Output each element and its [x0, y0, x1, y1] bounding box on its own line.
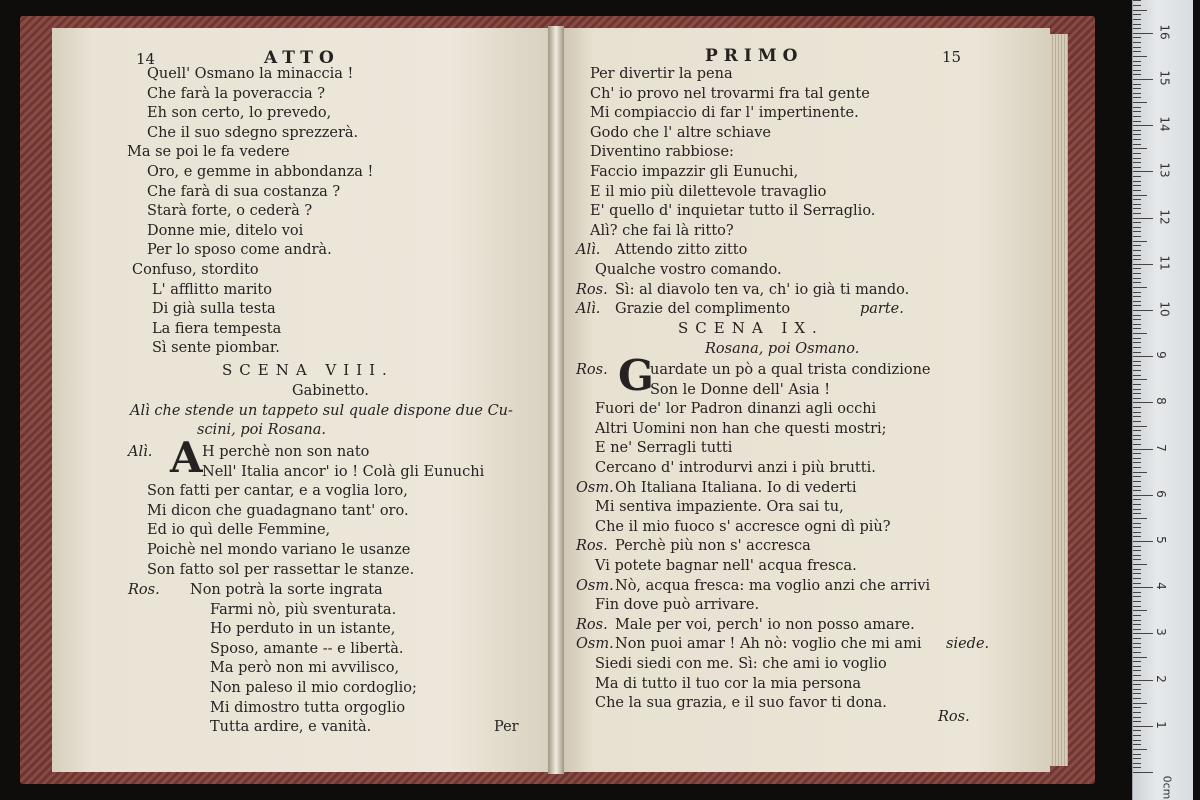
ruler-tick	[1133, 352, 1141, 353]
verse-line: E ne' Serragli tutti	[595, 440, 733, 457]
verse-line: Perchè più non s' accresca	[615, 538, 811, 555]
ruler-tick	[1133, 735, 1141, 736]
speaker-label: Ros.	[576, 538, 608, 555]
scene-setting: Gabinetto.	[292, 383, 369, 399]
ruler-tick	[1133, 347, 1141, 348]
ruler-tick	[1133, 338, 1141, 339]
verse-line: Poichè nel mondo variano le usanze	[147, 542, 411, 558]
verse-line: Donne mie, ditelo voi	[147, 222, 304, 239]
ruler-tick	[1133, 153, 1141, 154]
drop-cap: G	[618, 351, 654, 400]
stage-direction: scini, poi Rosana.	[197, 422, 326, 438]
ruler-tick	[1133, 176, 1141, 177]
ruler-tick	[1133, 666, 1141, 667]
verse-line: Eh son certo, lo prevedo,	[147, 105, 332, 122]
catchword: Ros.	[938, 709, 970, 725]
ruler-tick	[1133, 587, 1153, 588]
ruler-number: 13	[1157, 162, 1172, 179]
ruler-tick	[1133, 453, 1141, 454]
left-page	[52, 28, 552, 772]
ruler-tick	[1133, 185, 1141, 186]
ruler-tick	[1133, 324, 1141, 325]
verse-line: Sì: al diavolo ten va, ch' io già ti mando.	[615, 281, 910, 298]
ruler-tick	[1133, 268, 1141, 269]
ruler-tick	[1133, 578, 1141, 579]
ruler-tick	[1133, 310, 1153, 311]
verse-line: Nell' Italia ancor' io ! Colà gli Eunuchi	[202, 463, 485, 480]
ruler-number: 6	[1153, 489, 1168, 498]
verse-line: Che farà la poveraccia ?	[147, 85, 325, 102]
ruler-tick	[1133, 361, 1141, 362]
ruler-tick	[1133, 684, 1141, 685]
ruler-tick	[1133, 264, 1153, 265]
page-number: 14	[136, 50, 156, 68]
verse-line: Attendo zitto zitto	[615, 242, 748, 259]
page-edges	[1050, 34, 1068, 766]
verse-line: Oh Italiana Italiana. Io di vederti	[615, 479, 857, 496]
verse-line: Oro, e gemme in abbondanza !	[147, 164, 374, 180]
ruler-tick	[1133, 218, 1153, 219]
drop-cap: A	[170, 433, 203, 482]
ruler-number: 8	[1153, 397, 1168, 406]
ruler-tick	[1133, 652, 1141, 653]
ruler-tick	[1133, 356, 1153, 357]
ruler-tick	[1133, 70, 1141, 71]
ruler-tick	[1133, 499, 1141, 500]
ruler-tick	[1133, 620, 1141, 621]
ruler-tick	[1133, 606, 1141, 607]
speaker-label: Osm.	[576, 577, 614, 594]
verse-line: Non paleso il mio cordoglio;	[210, 680, 417, 696]
ruler-tick	[1133, 633, 1153, 634]
ruler-tick	[1133, 365, 1141, 366]
stage-direction: siede.	[946, 636, 990, 653]
ruler-tick	[1133, 693, 1141, 694]
ruler-tick	[1133, 772, 1153, 773]
ruler-tick	[1133, 208, 1141, 209]
ruler-tick	[1133, 559, 1141, 560]
ruler-tick	[1133, 204, 1141, 205]
ruler-tick	[1133, 250, 1141, 251]
ruler-tick	[1133, 629, 1141, 630]
ruler-tick	[1133, 439, 1141, 440]
ruler-tick	[1133, 726, 1153, 727]
ruler-tick	[1133, 472, 1147, 473]
verse-line: Altri Uomini non han che questi mostri;	[595, 420, 887, 437]
verse-line: Tutta ardire, e vanità.	[210, 719, 372, 736]
verse-line: Nò, acqua fresca: ma voglio anzi che arrivi	[615, 577, 931, 594]
ruler-tick	[1133, 319, 1141, 320]
ruler-tick	[1133, 88, 1141, 89]
ruler-tick	[1133, 744, 1141, 745]
verse-line: E il mio più dilettevole travaglio	[590, 183, 827, 200]
ruler-tick	[1133, 139, 1141, 140]
ruler-tick	[1133, 532, 1141, 533]
ruler-tick	[1133, 462, 1141, 463]
ruler-tick	[1133, 93, 1141, 94]
ruler-tick	[1133, 5, 1141, 6]
ruler-tick	[1133, 171, 1153, 172]
speaker-label: Osm.	[576, 479, 614, 496]
ruler-tick	[1133, 758, 1141, 759]
verse-line: Qualche vostro comando.	[595, 262, 782, 278]
ruler-tick	[1133, 282, 1141, 283]
verse-line: Che il mio fuoco s' accresce ogni dì più?	[595, 518, 891, 535]
running-head: PRIMO	[705, 46, 804, 66]
ruler-tick	[1133, 14, 1141, 15]
ruler-tick	[1133, 273, 1141, 274]
ruler-tick	[1133, 102, 1147, 103]
verse-line: Mi dimostro tutta orgoglio	[210, 699, 406, 716]
ruler-tick	[1133, 33, 1153, 34]
verse-line: Per lo sposo come andrà.	[147, 242, 332, 259]
ruler-number: 14	[1157, 116, 1172, 132]
ruler-tick	[1133, 24, 1141, 25]
ruler-tick	[1133, 416, 1141, 417]
verse-line: Per divertir la pena	[590, 66, 733, 82]
ruler-tick	[1133, 536, 1141, 537]
ruler-tick	[1133, 42, 1141, 43]
verse-line: Sposo, amante -- e libertà.	[210, 640, 404, 657]
ruler-tick	[1133, 675, 1141, 676]
ruler-tick	[1133, 601, 1141, 602]
ruler-tick	[1133, 379, 1147, 380]
ruler-number: 12	[1157, 208, 1172, 225]
right-page	[560, 28, 1050, 772]
ruler-tick	[1133, 56, 1147, 57]
ruler-tick	[1133, 328, 1141, 329]
ruler-tick	[1133, 689, 1141, 690]
ruler-tick	[1133, 305, 1141, 306]
ruler-number: 7	[1153, 443, 1168, 452]
verse-line: Che il suo sdegno sprezzerà.	[147, 124, 359, 141]
ruler-tick	[1133, 555, 1141, 556]
ruler-tick	[1133, 670, 1141, 671]
catchword: Per	[494, 719, 519, 735]
ruler-tick	[1133, 592, 1141, 593]
verse-line: Grazie del complimento	[615, 301, 791, 318]
ruler-tick	[1133, 647, 1141, 648]
ruler-tick	[1133, 342, 1141, 343]
ruler-tick	[1133, 10, 1147, 11]
ruler-tick	[1133, 707, 1141, 708]
ruler-tick	[1133, 195, 1147, 196]
speaker-label: Osm.	[576, 636, 614, 653]
speaker-label: Ros.	[576, 616, 608, 633]
ruler-tick	[1133, 111, 1141, 112]
verse-line: Male per voi, perch' io non posso amare.	[615, 616, 915, 633]
verse-line: Fin dove può arrivare.	[595, 597, 760, 614]
ruler-tick	[1133, 712, 1141, 713]
ruler-tick	[1133, 717, 1141, 718]
verse-line: Fuori de' lor Padron dinanzi agli occhi	[595, 401, 877, 418]
ruler-tick	[1133, 375, 1141, 376]
ruler-tick	[1133, 231, 1141, 232]
ruler-tick	[1133, 643, 1141, 644]
ruler-number: 9	[1153, 351, 1168, 360]
book-gutter	[548, 26, 564, 774]
ruler-tick	[1133, 107, 1141, 108]
ruler-tick	[1133, 65, 1141, 66]
verse-line: Mi compiaccio di far l' impertinente.	[590, 105, 859, 122]
ruler-tick	[1133, 393, 1141, 394]
ruler-tick	[1133, 610, 1147, 611]
verse-line: Quell' Osmano la minaccia !	[147, 66, 354, 82]
ruler-tick	[1133, 116, 1141, 117]
ruler-tick	[1133, 79, 1153, 80]
ruler-tick	[1133, 61, 1141, 62]
ruler-tick	[1133, 148, 1147, 149]
ruler-tick	[1133, 583, 1141, 584]
ruler-tick	[1133, 730, 1141, 731]
verse-line: uardate un pò a qual trista condizione	[650, 362, 931, 378]
ruler-tick	[1133, 241, 1147, 242]
verse-line: Mi sentiva impaziente. Ora sai tu,	[595, 499, 844, 516]
ruler-tick	[1133, 767, 1141, 768]
ruler-tick	[1133, 486, 1141, 487]
ruler-tick	[1133, 190, 1141, 191]
verse-line: Alì? che fai là ritto?	[590, 222, 734, 239]
ruler-tick	[1133, 407, 1141, 408]
verse-line: Faccio impazzir gli Eunuchi,	[590, 164, 799, 180]
ruler-tick	[1133, 624, 1141, 625]
ruler-number: 16	[1157, 24, 1172, 40]
ruler-tick	[1133, 37, 1141, 38]
ruler-tick	[1133, 550, 1141, 551]
ruler-tick	[1133, 144, 1141, 145]
verse-line: Che la sua grazia, e il suo favor ti dona.	[595, 695, 887, 712]
ruler-tick	[1133, 661, 1141, 662]
ruler-tick	[1133, 458, 1141, 459]
ruler-tick	[1133, 301, 1141, 302]
ruler-tick	[1133, 292, 1141, 293]
ruler-number: 5	[1153, 536, 1168, 544]
scene-heading: SCENA IX.	[678, 319, 824, 337]
ruler-tick	[1133, 763, 1141, 764]
ruler-tick	[1133, 703, 1147, 704]
ruler-tick	[1133, 481, 1141, 482]
verse-line: L' afflitto marito	[152, 281, 272, 298]
verse-line: Godo che l' altre schiave	[590, 124, 772, 141]
verse-line: Son fatto sol per rassettar le stanze.	[147, 561, 415, 578]
ruler-tick	[1133, 523, 1141, 524]
ruler-tick	[1133, 134, 1141, 135]
verse-line: Diventino rabbiose:	[590, 144, 734, 161]
ruler-tick	[1133, 754, 1141, 755]
ruler-tick	[1133, 84, 1141, 85]
verse-line: Son fatti per cantar, e a voglia loro,	[147, 483, 408, 500]
ruler-tick	[1133, 430, 1141, 431]
ruler-tick	[1133, 296, 1141, 297]
ruler-tick	[1133, 721, 1141, 722]
ruler-tick	[1133, 698, 1141, 699]
speaker-label: Ros.	[576, 281, 608, 298]
verse-line: E' quello d' inquietar tutto il Serraglio.	[590, 203, 876, 220]
ruler-tick	[1133, 287, 1147, 288]
ruler-tick	[1133, 51, 1141, 52]
speaker-label: Alì.	[128, 444, 153, 460]
page-number: 15	[942, 48, 962, 66]
verse-line: Non puoi amar ! Ah nò: voglio che mi ami	[615, 636, 922, 653]
speaker-label: Alì.	[576, 242, 601, 259]
ruler-tick	[1133, 421, 1141, 422]
ruler-tick	[1133, 657, 1147, 658]
verse-line: Farmi nò, più sventurata.	[210, 601, 397, 618]
ruler-number: 11	[1157, 255, 1172, 271]
ruler-tick	[1133, 245, 1141, 246]
ruler-tick	[1133, 255, 1141, 256]
verse-line: Vi potete bagnar nell' acqua fresca.	[595, 558, 857, 574]
ruler-tick	[1133, 278, 1141, 279]
cast-line: Rosana, poi Osmano.	[705, 341, 860, 357]
ruler-tick	[1133, 333, 1147, 334]
ruler-tick	[1133, 435, 1141, 436]
ruler-tick	[1133, 518, 1147, 519]
ruler-tick	[1133, 490, 1141, 491]
verse-line: Ed io quì delle Femmine,	[147, 522, 331, 539]
verse-line: H perchè non son nato	[202, 444, 370, 460]
ruler-number: 4	[1153, 582, 1168, 591]
ruler-tick	[1133, 222, 1141, 223]
ruler-tick	[1133, 97, 1141, 98]
ruler-tick	[1133, 615, 1141, 616]
verse-line: Di già sulla testa	[152, 301, 276, 318]
ruler-tick	[1133, 389, 1141, 390]
ruler-tick	[1133, 504, 1141, 505]
speaker-label: Ros.	[128, 582, 160, 598]
ruler-tick	[1133, 28, 1141, 29]
verse-line: Ho perduto in un istante,	[210, 621, 396, 638]
ruler-tick	[1133, 199, 1141, 200]
scene-heading: SCENA VIII.	[222, 361, 394, 379]
ruler-number: 2	[1153, 674, 1168, 683]
ruler-tick	[1133, 125, 1153, 126]
verse-line: Son le Donne dell' Asia !	[650, 381, 831, 398]
ruler-number: 3	[1153, 628, 1168, 637]
ruler-tick	[1133, 236, 1141, 237]
ruler-number: 1	[1153, 720, 1168, 729]
ruler-tick	[1133, 573, 1141, 574]
ruler-tick	[1133, 167, 1141, 168]
ruler-tick	[1133, 259, 1141, 260]
ruler-tick	[1133, 121, 1141, 122]
verse-line: Ma di tutto il tuo cor la mia persona	[595, 675, 862, 692]
ruler-tick	[1133, 130, 1141, 131]
ruler-tick	[1133, 315, 1141, 316]
verse-line: Che farà di sua costanza ?	[147, 183, 341, 200]
ruler-tick	[1133, 412, 1141, 413]
ruler-tick	[1133, 444, 1141, 445]
ruler-tick	[1133, 740, 1141, 741]
running-head: ATTO	[264, 48, 340, 68]
ruler-number: 10	[1157, 301, 1172, 317]
verse-line: Siedi siedi con me. Sì: che ami io voglio	[595, 656, 887, 672]
speaker-label: Alì.	[576, 301, 601, 318]
verse-line: Ma se poi le fa vedere	[127, 144, 290, 161]
verse-line: Mi dicon che guadagnano tant' oro.	[147, 502, 409, 519]
ruler-tick	[1133, 398, 1141, 399]
ruler-tick	[1133, 0, 1141, 1]
ruler-tick	[1133, 426, 1147, 427]
ruler-tick	[1133, 467, 1141, 468]
verse-line: Sì sente piombar.	[152, 340, 280, 357]
ruler-tick	[1133, 546, 1141, 547]
ruler-unit-label: 0cm	[1160, 775, 1174, 800]
ruler-tick	[1133, 162, 1141, 163]
stage-direction: parte.	[860, 301, 904, 318]
verse-line: La fiera tempesta	[152, 320, 282, 337]
ruler-tick	[1133, 227, 1141, 228]
ruler-tick	[1133, 213, 1141, 214]
speaker-label: Ros.	[576, 362, 608, 378]
verse-line: Non potrà la sorte ingrata	[190, 582, 383, 598]
ruler-tick	[1133, 495, 1153, 496]
ruler-tick	[1133, 402, 1153, 403]
ruler-tick	[1133, 476, 1141, 477]
ruler-tick	[1133, 19, 1141, 20]
ruler-tick	[1133, 74, 1141, 75]
ruler-tick	[1133, 384, 1141, 385]
ruler-tick	[1133, 564, 1147, 565]
ruler-tick	[1133, 158, 1141, 159]
ruler-tick	[1133, 370, 1141, 371]
stage-direction: Alì che stende un tappeto sul quale dispone due Cu-	[130, 403, 513, 419]
ruler-tick	[1133, 47, 1141, 48]
ruler-tick	[1133, 749, 1147, 750]
ruler-tick	[1133, 569, 1141, 570]
measuring-ruler	[1132, 0, 1193, 800]
ruler-tick	[1133, 513, 1141, 514]
verse-line: Ma però non mi avvilisco,	[210, 660, 400, 677]
ruler-tick	[1133, 509, 1141, 510]
ruler-tick	[1133, 181, 1141, 182]
verse-line: Cercano d' introdurvi anzi i più brutti.	[595, 460, 876, 476]
ruler-number: 15	[1157, 70, 1172, 86]
ruler-tick	[1133, 449, 1153, 450]
ruler-tick	[1133, 527, 1141, 528]
ruler-tick	[1133, 596, 1141, 597]
ruler-tick	[1133, 680, 1153, 681]
ruler-tick	[1133, 541, 1153, 542]
verse-line: Confuso, stordito	[132, 262, 259, 278]
verse-line: Starà forte, o cederà ?	[147, 203, 313, 220]
verse-line: Ch' io provo nel trovarmi fra tal gente	[590, 85, 870, 102]
ruler-tick	[1133, 638, 1141, 639]
